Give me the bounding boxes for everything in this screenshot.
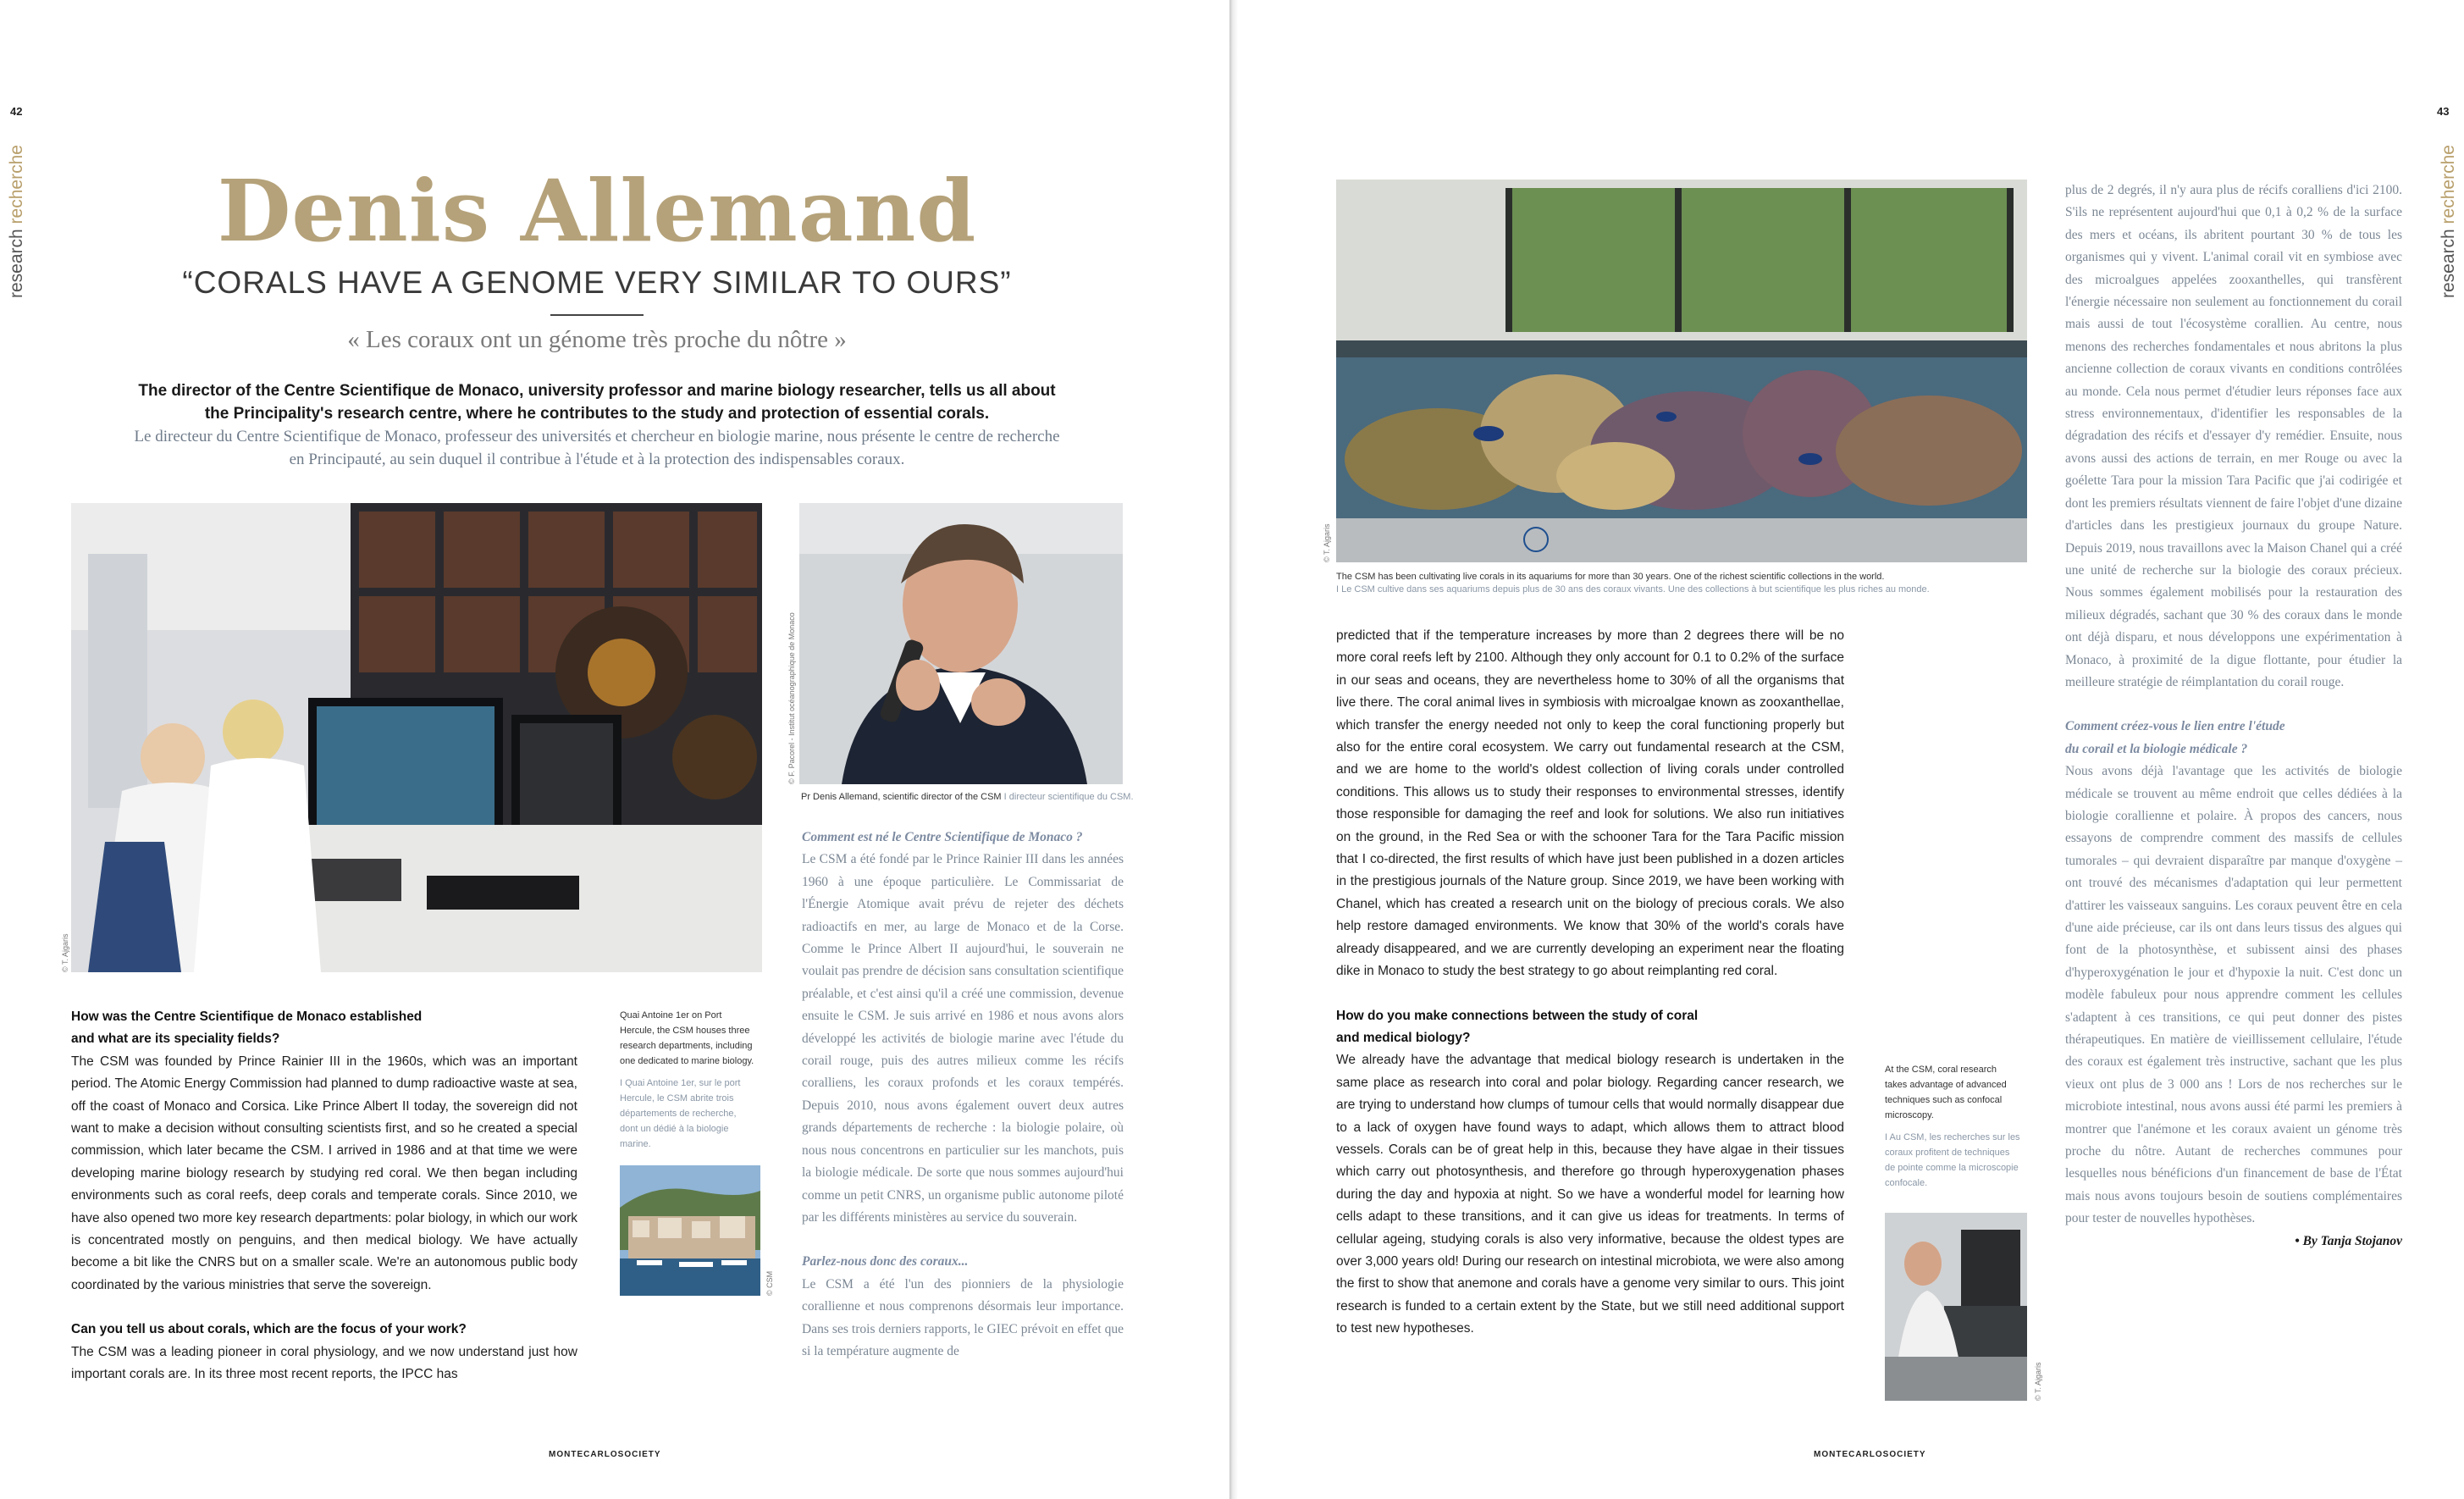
footer-logo: MONTECARLOSOCIETY [549,1450,661,1459]
microscopy-caption-fr: I Au CSM, les recherches sur les coraux profitent de techniques de pointe comme la microscopie confocale. [1885,1132,2020,1188]
question-3-fr-line-2: du corail et la biologie médicale ? [2065,741,2248,756]
answer-2: The CSM was a leading pioneer in coral physiology, and we now understand just how important corals are. In its three most recent reports, the IPCC has [71,1344,577,1382]
title-divider [550,314,644,316]
lab-photo-illustration [71,503,762,972]
article-subtitle-fr: « Les coraux ont un génome très proche du nôtre » [347,326,847,353]
right-page [1238,0,2464,1499]
footer-logo: MONTECARLOSOCIETY [1814,1450,1926,1459]
section-label-fr: recherche [7,145,26,224]
microscopy-illustration [1885,1213,2027,1401]
spine-gutter [1229,0,1238,1499]
french-column [802,827,1124,1363]
portrait-credit: © F. Pacorel - Institut océanographique de Monaco [787,612,796,784]
aquarium-illustration [1336,180,2027,562]
aquarium-caption [1336,571,2030,596]
answer-3: We already have the advantage that medical biology research is undertaken in the same place as research into coral and polar biology. Regarding cancer research, we are trying to understand how clumps of tumour cells that would normally disappear due to a lack of oxygen have found ways to adapt, which allows them to attract blood vessels. Corals can be of great help in this, because they have algae in their tissues which carry out photosynthesis, and therefore go through hyperoxygenation phases during the day and hypoxia at night. So we have a wonderful model for learning how cells adapt to these transitions, and it can give us ideas for treatments. In terms of cellular ageing, studying corals is also very informative, because the oldest types are over 3,000 years old! During our research on intestinal microbiota, we were also among the first to show that anemone and corals have a genome very similar to ours. This joint research is funded to a certain extent by the State, but we still need additional support to test new hypotheses. [1336,1053,1844,1336]
aquarium-caption-en: The CSM has been cultivating live corals in its aquariums for more than 30 years. One of the richest scientific collections in the world. [1336,572,1885,582]
question-2-fr: Parlez-nous donc des coraux... [802,1254,969,1269]
section-label-en: research [2439,224,2458,298]
portrait-photo [799,503,1123,784]
portrait-caption-en: Pr Denis Allemand, scientific director of the CSM [801,792,1002,802]
lab-photo [71,503,762,972]
harbour-caption-fr: I Quai Antoine 1er, sur le port Hercule, le CSM abrite trois départements de recherche, dont un dédié à la biologie marine. [620,1078,741,1149]
french-column [2065,180,2402,1253]
article-title: Denis Allemand [217,161,977,261]
microscopy-photo [1885,1213,2027,1401]
question-3-fr-line-1: Comment créez-vous le lien entre l'étude [2065,719,2285,734]
question-1-line-1: How was the Centre Scientifique de Monaco established [71,1009,423,1024]
question-2: Can you tell us about corals, which are the focus of your work? [71,1322,467,1337]
answer-2-fr-continued: plus de 2 degrés, il n'y aura plus de récifs coralliens d'ici 2100. S'ils ne représentent aujourd'hui que 0,1 à 0,2 % de la surface des mers et océans, ils abritent pourtant 30 % de tous les organismes qui y vivent. L'animal corail vit en symbiose avec des microalgues appelées zooxanthelles, qui transfèrent l'énergie nécessaire non seulement au fonctionnement du corail mais aussi de tout l'écosystème corallien. Au centre, nous menons des recherches fondamentales et nous abritons la plus ancienne collection de coraux vivants en conditions contrôlées au monde. Cela nous permet d'étudier leurs réponses face aux stress environnementaux, d'identifier les responsables de la dégradation des récifs et d'essayer d'y remédier. Ensuite, nous avons aussi des actions de terrain, en mer Rouge ou avec la goélette Tara pour la mission Tara Pacific que j'ai codirigée et dont les premiers résultats viennent de faire l'objet d'une dizaine d'articles dans les prestigieux journaux du groupe Nature. Depuis 2019, nous travaillons avec la Maison Chanel qui a créé une unité de recherche sur la biologie des coraux précieux. Nous sommes également mobilisés pour la restauration des milieux dégradés, sachant que 30 % des coraux dans le monde ont déjà disparu, et nous développons une expérimentation à Monaco, à proximité de la digue flottante, pour étudier la meilleure stratégie de réimplantation du corail rouge. [2065,183,2402,689]
left-page [0,0,1229,1499]
answer-2-continued: predicted that if the temperature increases by more than 2 degrees there will be no more coral reefs left by 2100. Although they only account for 0.1 to 0.2% of the surface in our seas and oceans, they are nevertheless home to 30% of all the organisms that live there. The coral animal lives in symbiosis with microalgae known as zooxanthellae, which transfer the energy needed not only to keep the coral functioning properly but also for the entire coral ecosystem. We carry out fundamental research at the CSM, and we are home to the world's oldest collection of living corals under controlled conditions. This allows us to study their responses to environmental stresses, identify those responsible for damaging the reef and look for solutions. We also run initiatives on the ground, in the Red Sea or with the schooner Tara for the Tara Pacific mission that I co-directed, the first results of which have just been published in a dozen articles in the prestigious journals of the Nature group. Since 2019, we have been working with Chanel, which has created a research unit on the biology of precious corals. We also help restore damaged environments. We know that 30% of the world's corals have already disappeared, and we are currently developing an experiment near the floating dike in Monaco to study the best strategy to go about reimplanting red coral. [1336,628,1844,979]
section-label-fr: recherche [2439,145,2458,224]
page-number: 43 [2437,105,2450,118]
section-label [2439,145,2459,298]
harbour-caption-en: Quai Antoine 1er on Port Hercule, the CSM houses three research departments, including one dedicated to marine biology. [620,1010,754,1066]
question-1-line-2: and what are its speciality fields? [71,1032,280,1047]
answer-1-fr: Le CSM a été fondé par le Prince Rainier III dans les années 1960 à une époque particulière. Le Commissariat de l'Énergie Atomique avait prévu de rejeter des déchets radioactifs en mer, au large de Monaco et de la Corse. Comme le Prince Albert II aujourd'hui, le souverain ne voulait pas prendre de décision sans consultation scientifique préalable, et c'est ainsi qu'il a créé une commission, devenue ensuite le CSM. Je suis arrivé en 1986 et nous avons alors développé les activités de biologie marine avec l'étude du corail rouge, puis des autres milieux comme les récifs coralliens, les coraux profonds et les coraux tempérés. Depuis 2010, nous avons également ouvert deux autres grands départements de recherche : la biologie polaire, où nous nous concentrons en particulier sur les manchots, puis la biologie médicale. De sorte que nous sommes aujourd'hui comme un petit CNRS, un organisme public autonome piloté par les différents ministères au service du souverain. [802,852,1124,1225]
page-number: 42 [10,105,23,118]
answer-1: The CSM was founded by Prince Rainier III in the 1960s, which was an important period. The Atomic Energy Commission had planned to dump radioactive waste at sea, off the coast of Monaco and Corsica. Like Prince Albert II today, the sovereign did not want to make a decision without consulting scientists first, and so he created a special commission, which later became the CSM. I arrived in 1986 and at that time we were developing marine biology research by studying red coral. We then began including environments such as coral reefs, deep corals and temperate corals. Since 2010, we have also opened two more key research departments: polar biology, in which our work is concentrated mostly on penguins, and then medical biology. We have actually become a bit like the CNRS but on a smaller scale. We're an autonomous public body coordinated by the various ministries that serve the sovereign. [71,1054,577,1292]
answer-2-fr: Le CSM a été l'un des pionniers de la physiologie corallienne et nous comprenons désormais leur importance. Dans ses trois derniers rapports, le GIEC prévoit en effet que si la température augmente de [802,1276,1124,1358]
microscopy-caption [1885,1062,2020,1191]
aquarium-photo [1336,180,2027,562]
harbour-photo [620,1165,760,1296]
english-column [71,1006,577,1386]
byline: • By Tanja Stojanov [2295,1233,2402,1248]
aquarium-credit: © T. Ajgaris [1323,523,1331,562]
microscopy-credit: © T. Ajgaris [2034,1362,2042,1401]
harbour-caption [620,1008,755,1152]
intro-en: The director of the Centre Scientifique de Monaco, university professor and marine biology researcher, tells us all about the Principality's research centre, where he contributes to the study and protection of essential corals. [138,382,1056,423]
microscopy-caption-en: At the CSM, coral research takes advantage of advanced techniques such as confocal microscopy. [1885,1065,2007,1120]
portrait-caption-fr: I directeur scientifique du CSM. [1001,792,1134,802]
lab-photo-credit: © T. Ajgaris [61,933,69,972]
aquarium-caption-fr: I Le CSM cultive dans ses aquariums depuis plus de 30 ans des coraux vivants. Une des collections à but scientifique les plus riches au monde. [1336,584,1930,595]
article-subtitle: “CORALS HAVE A GENOME VERY SIMILAR TO OURS” [182,265,1012,300]
intro-fr: Le directeur du Centre Scientifique de Monaco, professeur des universités et chercheur en biologie marine, nous présente le centre de recherche en Principauté, au sein duquel il contribue à l'étude et à la protection des indispensables coraux. [134,428,1060,468]
english-column [1336,625,1844,1341]
question-3-line-1: How do you make connections between the study of coral [1336,1008,1699,1023]
harbour-credit: © CSM [765,1270,774,1296]
question-3-line-2: and medical biology? [1336,1030,1471,1045]
section-label-en: research [7,224,26,298]
portrait-caption [801,791,1140,804]
question-1-fr: Comment est né le Centre Scientifique de Monaco ? [802,830,1083,844]
answer-3-fr: Nous avons déjà l'avantage que les activités de biologie médicale se trouvent au même endroit que celles dédiées à la biologie corallienne et polaire. À propos des cancers, nous essayons de comprendre comment des massifs de cellules tumorales – qui devraient disparaître par manque d'oxygène – ont trouvé des mécanismes d'adaptation qui leur permettent d'attirer les vaisseaux sanguins. Les coraux peuvent être en cela d'une aide précieuse, car ils ont dans leurs tissus des algues qui font de la photosynthèse, et subissent ainsi des phases d'hyperoxygénation le jour et d'hypoxie la nuit. C'est donc un modèle fabuleux pour nous apprendre comment les cellules s'adaptent à ces transitions, ce qui peut donner des pistes thérapeutiques. En matière de vieillissement cellulaire, l'étude des coraux est également très instructive, sachant que les plus vieux ont plus de 3 000 ans ! Lors de nos recherches sur le microbiote intestinal, nous avons aussi été parmi les premiers à montrer que l'anémone et les coraux avaient un génome très proche du nôtre. Autant de recherches communes pour lesquelles nous bénéficions d'un financement de base de l'État mais nous avons toujours besoin de soutiens complémentaires pour tester de nouvelles hypothèses. [2065,764,2402,1226]
harbour-illustration [620,1165,760,1296]
portrait-illustration [799,503,1123,784]
